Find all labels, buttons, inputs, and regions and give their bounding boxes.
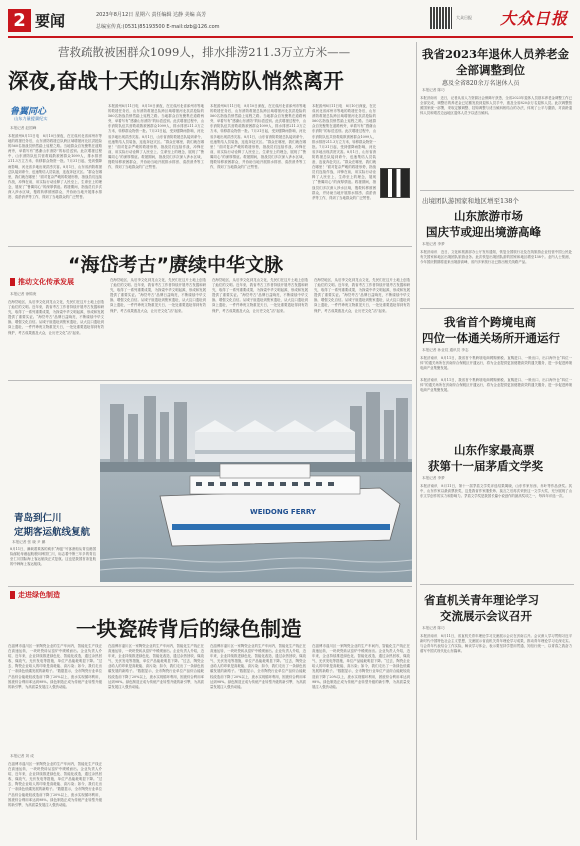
retirees-story [420, 44, 574, 186]
ceramic-tag: 走进绿色制造 [18, 591, 60, 599]
maodun-headline-2: 获第十一届茅盾文学奖 [428, 459, 543, 473]
maodun-story [420, 378, 574, 580]
ferry-subhead: 定期客运航线复航 [14, 527, 91, 538]
maodun-body: 本报济南讯 8月11日，第十一届茅盾文学奖评选结果揭晓，山东作家东西、乔叶等作品获奖。其中，山东作家以最高票获奖，这是我省作家继张炜、莫言之后再次荣获这一文学大奖，充分展现了山东文学创作的实力和影响力。茅盾文学奖是我国长篇小说创作的最高奖项之一，每四年评选一次。 [420, 484, 572, 499]
lead-kicker: 营救疏散被困群众1099人，排水排涝211.3万立方米—— [58, 45, 351, 59]
haidai-body-col2: 在海岱地区，从后李文化到龙山文化，先民们在这片土地上创造了灿烂的文明。近年来，我省考古工作者持续开展考古发掘和研究，取得了一系列重要成果，为探索中华文明起源、形成和发展提供了重要实证。“海岱考古”品牌日益响亮，不断赓续中华文脉，增强文化自信。从城子崖遗址到焦家遗址，从大汶口遗址到岗上遗址，一件件珍贵文物重见天日，一处处重要遗址得到有效保护，考古成果惠及大众，让历史文化“活”起来。 [110, 278, 206, 313]
rule-lead-bottom [8, 246, 412, 247]
youth-byline: 本报记者 陈巧 [422, 626, 445, 630]
lead-body-col3: 本报滨州8月11日电 8月10日深夜，在完成河北省涿州市等地的救援任务后，山东消防救援总队跨区域增援河北抗洪抢险的560名指战员悄然踏上返程之路。当地群众自发聚集在道路两旁，举着写有“感谢山东消防”的标语送别。此次增援过程中，山东消防队伍共营救疏散被困群众1099人，排水排涝211.3万立方米，转移群众物资一批。7月31日起，受到强降雨影响，河北省多地出现洪涝灾害。8月1日，山东省消防救援总队接到命令，迅速集结人员装备，连夜奔赴灾区。“群众在哪里，我们就在哪里！”面对复杂严峻的救援形势，指战员们连续作战，冲锋在前，用实际行动诠释了人民至上、生命至上的理念，展现了“鲁冀同心”的深厚情谊。救援期间，指战员们多次深入涉水区域，搜救转移被困群众，并协助当地开展排水排涝、清淤消杀等工作，得到了当地群众的广泛赞誉。 [210, 104, 306, 170]
ceramic-body-col4: 在淄博市淄川区一家陶瓷企业的生产车间内，智能化生产线正在高速运转，一块块瓷砖从窑炉中缓缓而出。企业负责人介绍，近年来，企业持续推进绿色化、智能化改造，通过余热回收、煤改气、光伏发电等措施，单位产品能耗明显下降。“过去，陶瓷企业给人的印象是高耗能、高污染；如今，我们走出了一条绿色低碳发展的新路子。”数据显示，全市陶瓷行业单位产品综合能耗较改造前下降了20%以上，废水实现循环利用，固废综合利用率达到98%。绿色制造正成为传统产业转型升级的新引擎，为高质量发展注入强劲动能。 [312, 644, 410, 689]
tourism-story [420, 194, 574, 306]
lead-body-col2: 本报滨州8月11日电 8月10日深夜，在完成河北省涿州市等地的救援任务后，山东消防救援总队跨区域增援河北抗洪抢险的560名指战员悄然踏上返程之路。当地群众自发聚集在道路两旁，举着写有“感谢山东消防”的标语送别。此次增援过程中，山东消防队伍共营救疏散被困群众1099人，排水排涝211.3万立方米，转移群众物资一批。7月31日起，受到强降雨影响，河北省多地出现洪涝灾害。8月1日，山东省消防救援总队接到命令，迅速集结人员装备，连夜奔赴灾区。“群众在哪里，我们就在哪里！”面对复杂严峻的救援形势，指战员们连续作战，冲锋在前，用实际行动诠释了人民至上、生命至上的理念，展现了“鲁冀同心”的深厚情谊。救援期间，指战员们多次深入涉水区域，搜救转移被困群众，并协助当地开展排水排涝、清淤消杀等工作，得到了当地群众的广泛赞誉。 [108, 104, 204, 170]
ceramic-body-col3: 在淄博市淄川区一家陶瓷企业的生产车间内，智能化生产线正在高速运转，一块块瓷砖从窑炉中缓缓而出。企业负责人介绍，近年来，企业持续推进绿色化、智能化改造，通过余热回收、煤改气、光伏发电等措施，单位产品能耗明显下降。“过去，陶瓷企业给人的印象是高耗能、高污染；如今，我们走出了一条绿色低碳发展的新路子。”数据显示，全市陶瓷行业单位产品综合能耗较改造前下降了20%以上，废水实现循环利用，固废综合利用率达到98%。绿色制造正成为传统产业转型升级的新引擎，为高质量发展注入强劲动能。 [210, 644, 306, 689]
lead-qr-code [380, 168, 410, 198]
lead-body-col4: 本报滨州8月11日电 8月10日深夜，在完成河北省涿州市等地的救援任务后，山东消防救援总队跨区域增援河北抗洪抢险的560名指战员悄然踏上返程之路。当地群众自发聚集在道路两旁，举着写有“感谢山东消防”的标语送别。此次增援过程中，山东消防队伍共营救疏散被困群众1099人，排水排涝211.3万立方米，转移群众物资一批。7月31日起，受到强降雨影响，河北省多地出现洪涝灾害。8月1日，山东省消防救援总队接到命令，迅速集结人员装备，连夜奔赴灾区。“群众在哪里，我们就在哪里！”面对复杂严峻的救援形势，指战员们连续作战，冲锋在前，用实际行动诠释了人民至上、生命至上的理念，展现了“鲁冀同心”的深厚情谊。救援期间，指战员们多次深入涉水区域，搜救转移被困群众，并协助当地开展排水排涝、清淤消杀等工作，得到了当地群众的广泛赞誉。 [312, 104, 376, 200]
maodun-prev-body: 本报济南讯 8月11日，我省首个集跨境电商网购保税、直购进口、一般出口、出口海外仓“四位一体”的通关场所在济南综合保税区开通运行，将为企业提供更加便捷高效的通关服务，进一步促进跨境电商产业集聚发展。 [420, 378, 572, 393]
ferry-byline: 本报记者 张 晓 尹 鹏 [12, 540, 46, 544]
ceramic-tag-marker [10, 591, 15, 599]
ceramic-body-col1b: 在淄博市淄川区一家陶瓷企业的生产车间内，智能化生产线正在高速运转，一块块瓷砖从窑炉中缓缓而出。企业负责人介绍，近年来，企业持续推进绿色化、智能化改造，通过余热回收、煤改气、光伏发电等措施，单位产品能耗明显下降。“过去，陶瓷企业给人的印象是高耗能、高污染；如今，我们走出了一条绿色低碳发展的新路子。”数据显示，全市陶瓷行业单位产品综合能耗较改造前下降了20%以上，废水实现循环利用，固废综合利用率达到98%。绿色制造正成为传统产业转型升级的新引擎，为高质量发展注入强劲动能。 [8, 762, 102, 807]
rule-right-3 [420, 584, 574, 585]
ferry-text [8, 384, 98, 584]
tag-marker [10, 278, 15, 286]
haidai-headline: “海岱考古”赓续中华文脉 [68, 254, 283, 276]
ferry-photo [100, 384, 412, 582]
date-line: 2023年8月12日 星期六 责任编辑 达静 美编 高芳 [96, 12, 207, 18]
ship-name-text: WEIDONG FERRY [250, 508, 316, 516]
ecommerce-story [420, 312, 574, 376]
ferry-body: 8月11日，满载着乘客的威东“海蓝”号客滚船从青岛港国际邮轮母港起航驶向韩国仁川，标志着中断三年多的青岛至仁川国际海上客运航线正式复航。这也是我国首条复航的中韩海上客运航线。 [10, 547, 96, 567]
rule-haidai-bottom [8, 380, 412, 381]
tourism-kicker: 出境团队游国家和地区增至138个 [422, 197, 519, 205]
newspaper-logo: 大众日报 [500, 9, 569, 28]
lead-byline: 本报记者 赵国峰 [10, 126, 37, 130]
haidai-story [8, 248, 412, 378]
section-title: 要闻 [35, 12, 66, 30]
youth-body: 本报济南讯 8月11日，省直机关青年理论学习交流展示会议在济南召开。会议深入学习贯彻习近平新时代中国特色社会主义思想，交流展示省直机关青年理论学习成果，推动青年理论学习走深走实。与会青年代表结合工作实际，畅谈学习体会，表示要坚持学思用贯通、知信行统一，以青春之我奋力谱写中国式现代化山东篇章。 [420, 634, 572, 654]
badge-title: 鲁翼同心 [10, 107, 47, 117]
ferry-headline: 青岛到仁川 [14, 513, 62, 524]
ceramic-headline: 一块瓷砖背后的绿色制造 [76, 617, 302, 641]
lead-story [8, 42, 412, 244]
rule-right-1 [420, 190, 574, 191]
retirees-headline-1: 我省2023年退休人员养老金 [422, 47, 570, 61]
column-divider [416, 42, 417, 840]
lead-badge [8, 104, 68, 124]
ceramic-body-col2: 在淄博市淄川区一家陶瓷企业的生产车间内，智能化生产线正在高速运转，一块块瓷砖从窑炉中缓缓而出。企业负责人介绍，近年来，企业持续推进绿色化、智能化改造，通过余热回收、煤改气、光伏发电等措施，单位产品能耗明显下降。“过去，陶瓷企业给人的印象是高耗能、高污染；如今，我们走出了一条绿色低碳发展的新路子。”数据显示，全市陶瓷行业单位产品综合能耗较改造前下降了20%以上，废水实现循环利用，固废综合利用率达到98%。绿色制造正成为传统产业转型升级的新引擎，为高质量发展注入强劲动能。 [108, 644, 204, 689]
youth-theory-story [420, 588, 574, 840]
lead-body-col1: 本报滨州8月11日电 8月10日深夜，在完成河北省涿州市等地的救援任务后，山东消防救援总队跨区域增援河北抗洪抢险的560名指战员悄然踏上返程之路。当地群众自发聚集在道路两旁，举着写有“感谢山东消防”的标语送别。此次增援过程中，山东消防队伍共营救疏散被困群众1099人，排水排涝211.3万立方米，转移群众物资一批。7月31日起，受到强降雨影响，河北省多地出现洪涝灾害。8月1日，山东省消防救援总队接到命令，迅速集结人员装备，连夜奔赴灾区。“群众在哪里，我们就在哪里！”面对复杂严峻的救援形势，指战员们连续作战，冲锋在前，用实际行动诠释了人民至上、生命至上的理念，展现了“鲁冀同心”的深厚情谊。救援期间，指战员们多次深入涉水区域，搜救转移被困群众，并协助当地开展排水排涝、清淤消杀等工作，得到了当地群众的广泛赞誉。 [8, 134, 102, 200]
haidai-body-col4: 在海岱地区，从后李文化到龙山文化，先民们在这片土地上创造了灿烂的文明。近年来，我省考古工作者持续开展考古发掘和研究，取得了一系列重要成果，为探索中华文明起源、形成和发展提供了重要实证。“海岱考古”品牌日益响亮，不断赓续中华文脉，增强文化自信。从城子崖遗址到焦家遗址，从大汶口遗址到岗上遗址，一件件珍贵文物重见天日，一处处重要遗址得到有效保护，考古成果惠及大众，让历史文化“活”起来。 [314, 278, 410, 313]
ceramic-body-col1: 在淄博市淄川区一家陶瓷企业的生产车间内，智能化生产线正在高速运转，一块块瓷砖从窑炉中缓缓而出。企业负责人介绍，近年来，企业持续推进绿色化、智能化改造，通过余热回收、煤改气、光伏发电等措施，单位产品能耗明显下降。“过去，陶瓷企业给人的印象是高耗能、高污染；如今，我们走出了一条绿色低碳发展的新路子。”数据显示，全市陶瓷行业单位产品综合能耗较改造前下降了20%以上，废水实现循环利用，固废综合利用率达到98%。绿色制造正成为传统产业转型升级的新引擎，为高质量发展注入强劲动能。 [8, 644, 102, 689]
ecommerce-byline: 本报记者 孙业玟 通讯员 李志 [422, 348, 469, 352]
ceramic-story [8, 588, 412, 842]
tourism-byline: 本报记者 李梦 [422, 242, 445, 246]
youth-headline-1: 省直机关青年理论学习 [424, 593, 539, 607]
haidai-tag: 推动文化传承发展 [18, 278, 74, 286]
ecommerce-headline-1: 我省首个跨境电商 [444, 315, 536, 329]
maodun-byline: 本报记者 李梦 [422, 476, 445, 480]
ceramic-byline: 本报记者 刘 成 [10, 754, 34, 758]
badge-subtitle: 山东力量援冀纪实 [14, 116, 48, 121]
haidai-body-col3: 在海岱地区，从后李文化到龙山文化，先民们在这片土地上创造了灿烂的文明。近年来，我省考古工作者持续开展考古发掘和研究，取得了一系列重要成果，为探索中华文明起源、形成和发展提供了重要实证。“海岱考古”品牌日益响亮，不断赓续中华文脉，增强文化自信。从城子崖遗址到焦家遗址，从大汶口遗址到岗上遗址，一件件珍贵文物重见天日，一处处重要遗址得到有效保护，考古成果惠及大众，让历史文化“活”起来。 [212, 278, 308, 313]
masthead [0, 0, 580, 40]
retirees-subhead: 惠及全省820余万名退休人员 [442, 80, 520, 87]
lead-headline: 深夜,奋战十天的山东消防队悄然离开 [8, 69, 344, 93]
tourism-headline-1: 山东旅游市场 [454, 209, 523, 223]
rule-right-2 [420, 308, 574, 309]
masthead-rule [8, 36, 573, 38]
ecommerce-headline-2: 四位一体通关场所开通运行 [422, 331, 560, 345]
tourism-headline-2: 国庆节或迎出境游高峰 [426, 225, 541, 239]
youth-headline-2: 交流展示会议召开 [440, 609, 532, 623]
ecommerce-body: 本报济南讯 8月11日，我省首个集跨境电商网购保税、直购进口、一般出口、出口海外仓“四位一体”的通关场所在济南综合保税区开通运行，将为企业提供更加便捷高效的通关服务，进一步促进跨境电商产业集聚发展。 [420, 356, 572, 371]
maodun-headline-1: 山东作家最高票 [454, 443, 535, 457]
retirees-body: 本报济南讯 近日，记者从省人力资源社会保障厅获悉，全省2023年退休人员基本养老金调整工作已全部完成，调整后的养老金已足额发放到退休人员手中，惠及全省820余万名退休人员。此次调整按照国家统一部署，采取定额调整、挂钩调整与适当倾斜相结合的办法，体现了公平与激励，对高龄退休人员和艰苦边远地区退休人员予以适当倾斜。 [420, 96, 572, 116]
haidai-byline: 本报记者 徐锦庚 [10, 292, 37, 296]
retirees-headline-2: 全部调整到位 [456, 63, 525, 77]
phone-line: 总编室传真:(0531)85193500 E-mail:dzb@126.com [96, 24, 220, 30]
page-number: 2 [13, 10, 26, 31]
tourism-body: 本报济南讯 近日，文化和旅游部办公厅发布通知，恢复全国旅行社及在线旅游企业经营中国公民赴有关国家和地区出境团队旅游业务。此次恢复出境团队游的国家和地区增至138个。业内人士预测，今年国庆假期将迎来出境游高峰，省内多家旅行社已推出相关线路产品。 [420, 250, 572, 265]
rule-ferry-bottom [8, 586, 412, 587]
ferry-illustration [100, 384, 412, 582]
qr-label: 大众日报 [456, 15, 472, 20]
retirees-byline: 本报记者 陈巧 [422, 88, 445, 92]
qr-icon [430, 7, 452, 29]
haidai-body-col1: 在海岱地区，从后李文化到龙山文化，先民们在这片土地上创造了灿烂的文明。近年来，我省考古工作者持续开展考古发掘和研究，取得了一系列重要成果，为探索中华文明起源、形成和发展提供了重要实证。“海岱考古”品牌日益响亮，不断赓续中华文脉，增强文化自信。从城子崖遗址到焦家遗址，从大汶口遗址到岗上遗址，一件件珍贵文物重见天日，一处处重要遗址得到有效保护，考古成果惠及大众，让历史文化“活”起来。 [8, 300, 104, 335]
